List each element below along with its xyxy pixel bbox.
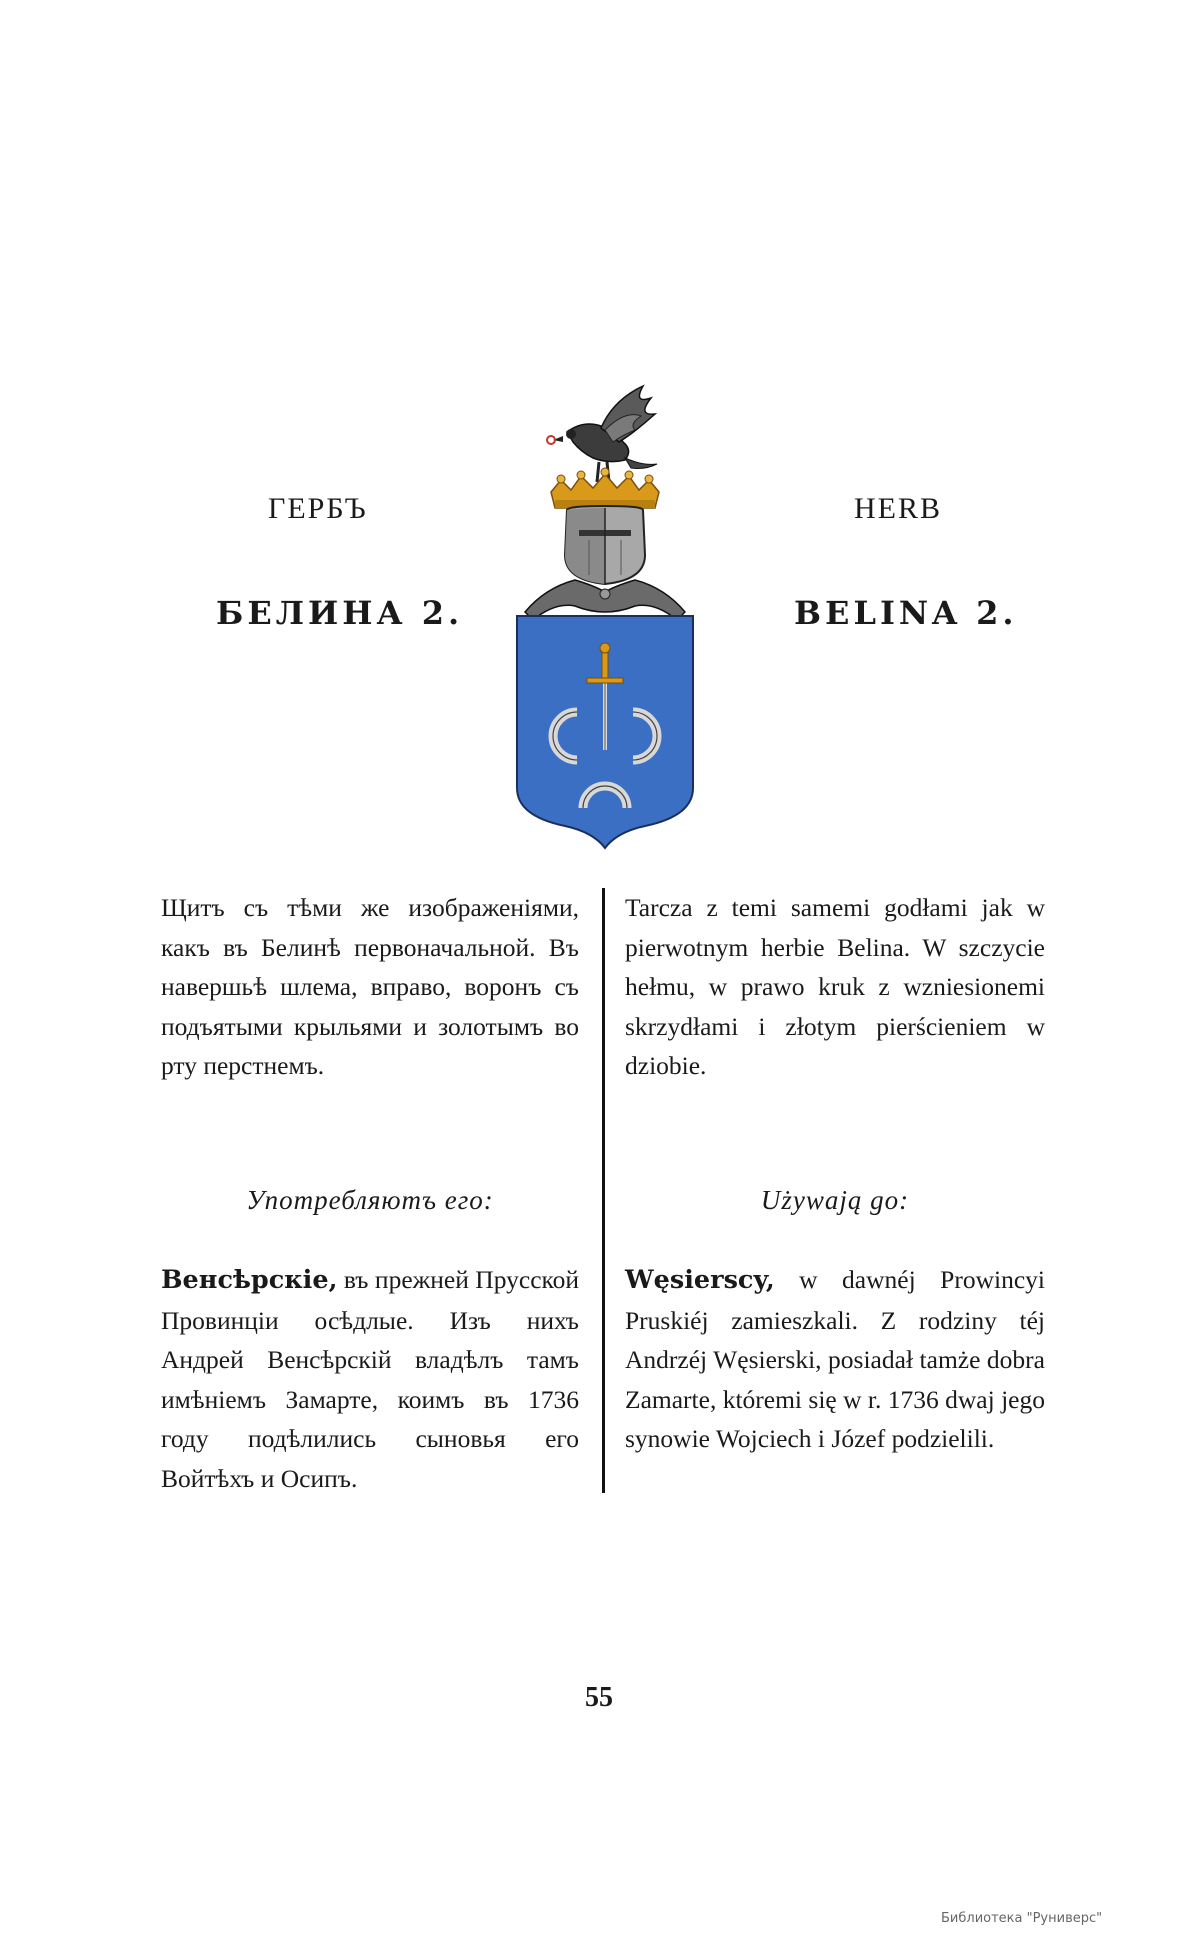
right-header-name: BELINA 2. (794, 594, 1018, 632)
left-used-by-heading: Употребляютъ его: (246, 1185, 494, 1215)
left-header-name: БЕЛИНА 2. (216, 594, 464, 632)
right-used-by-heading: Używają go: (760, 1185, 910, 1215)
helmet-mantling (525, 580, 685, 620)
left-header-label: ГЕРБЪ (268, 492, 368, 525)
right-family-name: Węsierscy, (625, 1265, 775, 1295)
right-header-label: HERB (854, 492, 943, 525)
page-number: 55 (585, 1682, 613, 1713)
left-family-paragraph (161, 1260, 579, 1498)
blue-shield (517, 616, 693, 848)
right-family-paragraph (625, 1260, 1045, 1459)
right-description: Tarcza z temi samemi godłami jak w pierwotnym herbie Belina. W szczycie hełmu, w prawo kruk z wzniesionemi skrzydłami i złotym pierścieniem w dziobie. (625, 893, 1045, 1080)
coat-of-arms-illustration (505, 380, 715, 850)
knight-helmet (565, 506, 645, 584)
column-divider (602, 888, 605, 1493)
left-family-name: Венсѣрскіе, (161, 1265, 338, 1295)
left-family-text: въ прежней Прусской Провинціи осѣдлые. Изъ нихъ Андрей Венсѣрскій владѣлъ тамъ имѣніемъ Замарте, коимъ въ 1736 году подѣлились сыновья его Войтѣхъ и Осипъ. (161, 1265, 580, 1493)
raven-crest (547, 386, 657, 482)
left-description: Щитъ съ тѣми же изображеніями, какъ въ Белинѣ первоначальной. Въ навершьѣ шлема, вправо, воронъ съ подъятыми крыльями и золотымъ во рту перстнемъ. (161, 893, 579, 1080)
library-watermark: Библиотека "Руниверс" (941, 1911, 1103, 1926)
gold-crown (551, 468, 659, 508)
right-family-text: w dawnéj Prowincyi Pruskiéj zamieszkali. Z rodziny téj Andrzéj Węsierski, posiadał tamże dobra Zamarte, któremi się w r. 1736 dwaj jego synowie Wojciech i Józef podzielili. (625, 1265, 1045, 1453)
